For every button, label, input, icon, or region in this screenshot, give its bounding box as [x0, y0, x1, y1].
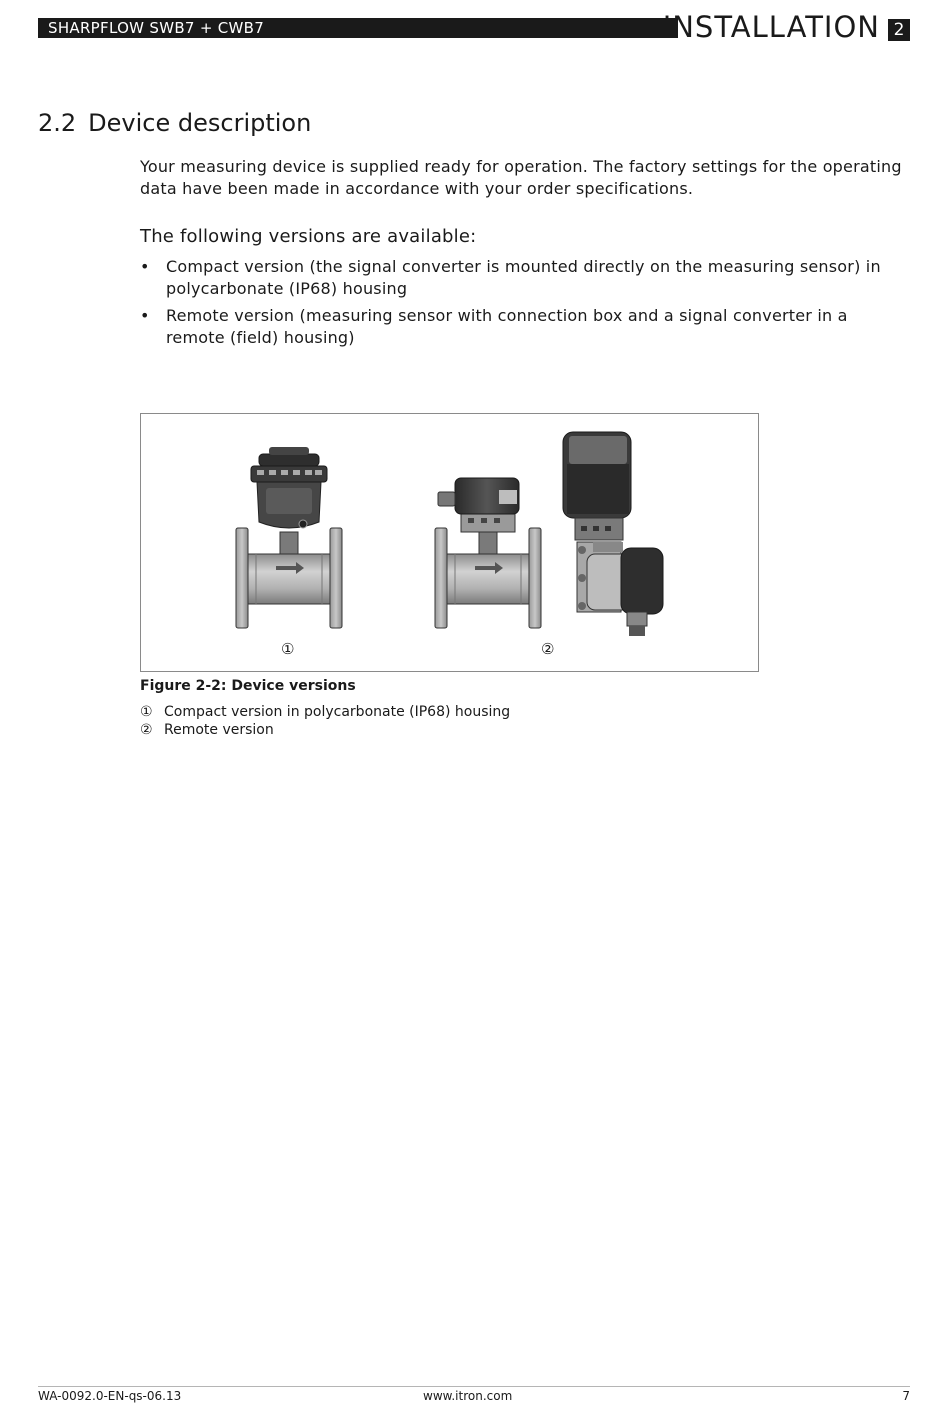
- header-product-bar: [38, 18, 678, 38]
- footer-doc-id: WA-0092.0-EN-qs-06.13: [38, 1389, 182, 1403]
- remote-sensor-icon: [435, 478, 541, 628]
- remote-converter-icon: [563, 432, 663, 636]
- footer-divider: [38, 1386, 910, 1387]
- versions-heading: The following versions are available:: [140, 226, 477, 247]
- header-section: [663, 10, 910, 44]
- device-illustration: [141, 414, 758, 671]
- figure-marker-1: ①: [281, 640, 295, 658]
- list-item: [140, 703, 510, 721]
- footer-url: www.itron.com: [423, 1389, 513, 1403]
- figure-caption: Figure 2-2: Device versions: [140, 678, 356, 694]
- legend-marker: ②: [140, 722, 153, 738]
- header-section-title: INSTALLATION: [662, 10, 880, 44]
- version-text: Compact version (the signal converter is mounted directly on the measuring sensor) in polycarbonate (IP68) housing: [166, 257, 881, 298]
- section-heading: [38, 109, 311, 137]
- device-figure: [140, 413, 759, 672]
- bullet-icon: •: [140, 257, 150, 276]
- version-text: Remote version (measuring sensor with connection box and a signal converter in a remote (field) housing): [166, 306, 848, 347]
- legend-text: Compact version in polycarbonate (IP68) housing: [164, 704, 511, 720]
- figure-marker-2: ②: [541, 640, 555, 658]
- list-item: [140, 256, 910, 300]
- legend-marker: ①: [140, 704, 153, 720]
- list-item: [140, 721, 510, 739]
- versions-list: [140, 256, 910, 354]
- bullet-icon: •: [140, 306, 150, 325]
- section-number: 2.2: [38, 109, 77, 137]
- intro-paragraph: Your measuring device is supplied ready for operation. The factory settings for the operating data have been made in accordance with your order specifications.: [140, 157, 902, 198]
- legend-text: Remote version: [164, 722, 274, 738]
- list-item: [140, 305, 910, 349]
- figure-legend: [140, 703, 510, 739]
- header-chapter-number: 2: [888, 19, 910, 41]
- compact-flowmeter-icon: [236, 447, 342, 628]
- header-product: SHARPFLOW SWB7 + CWB7: [48, 19, 265, 37]
- section-title: Device description: [88, 109, 312, 137]
- page-number: 7: [902, 1389, 910, 1403]
